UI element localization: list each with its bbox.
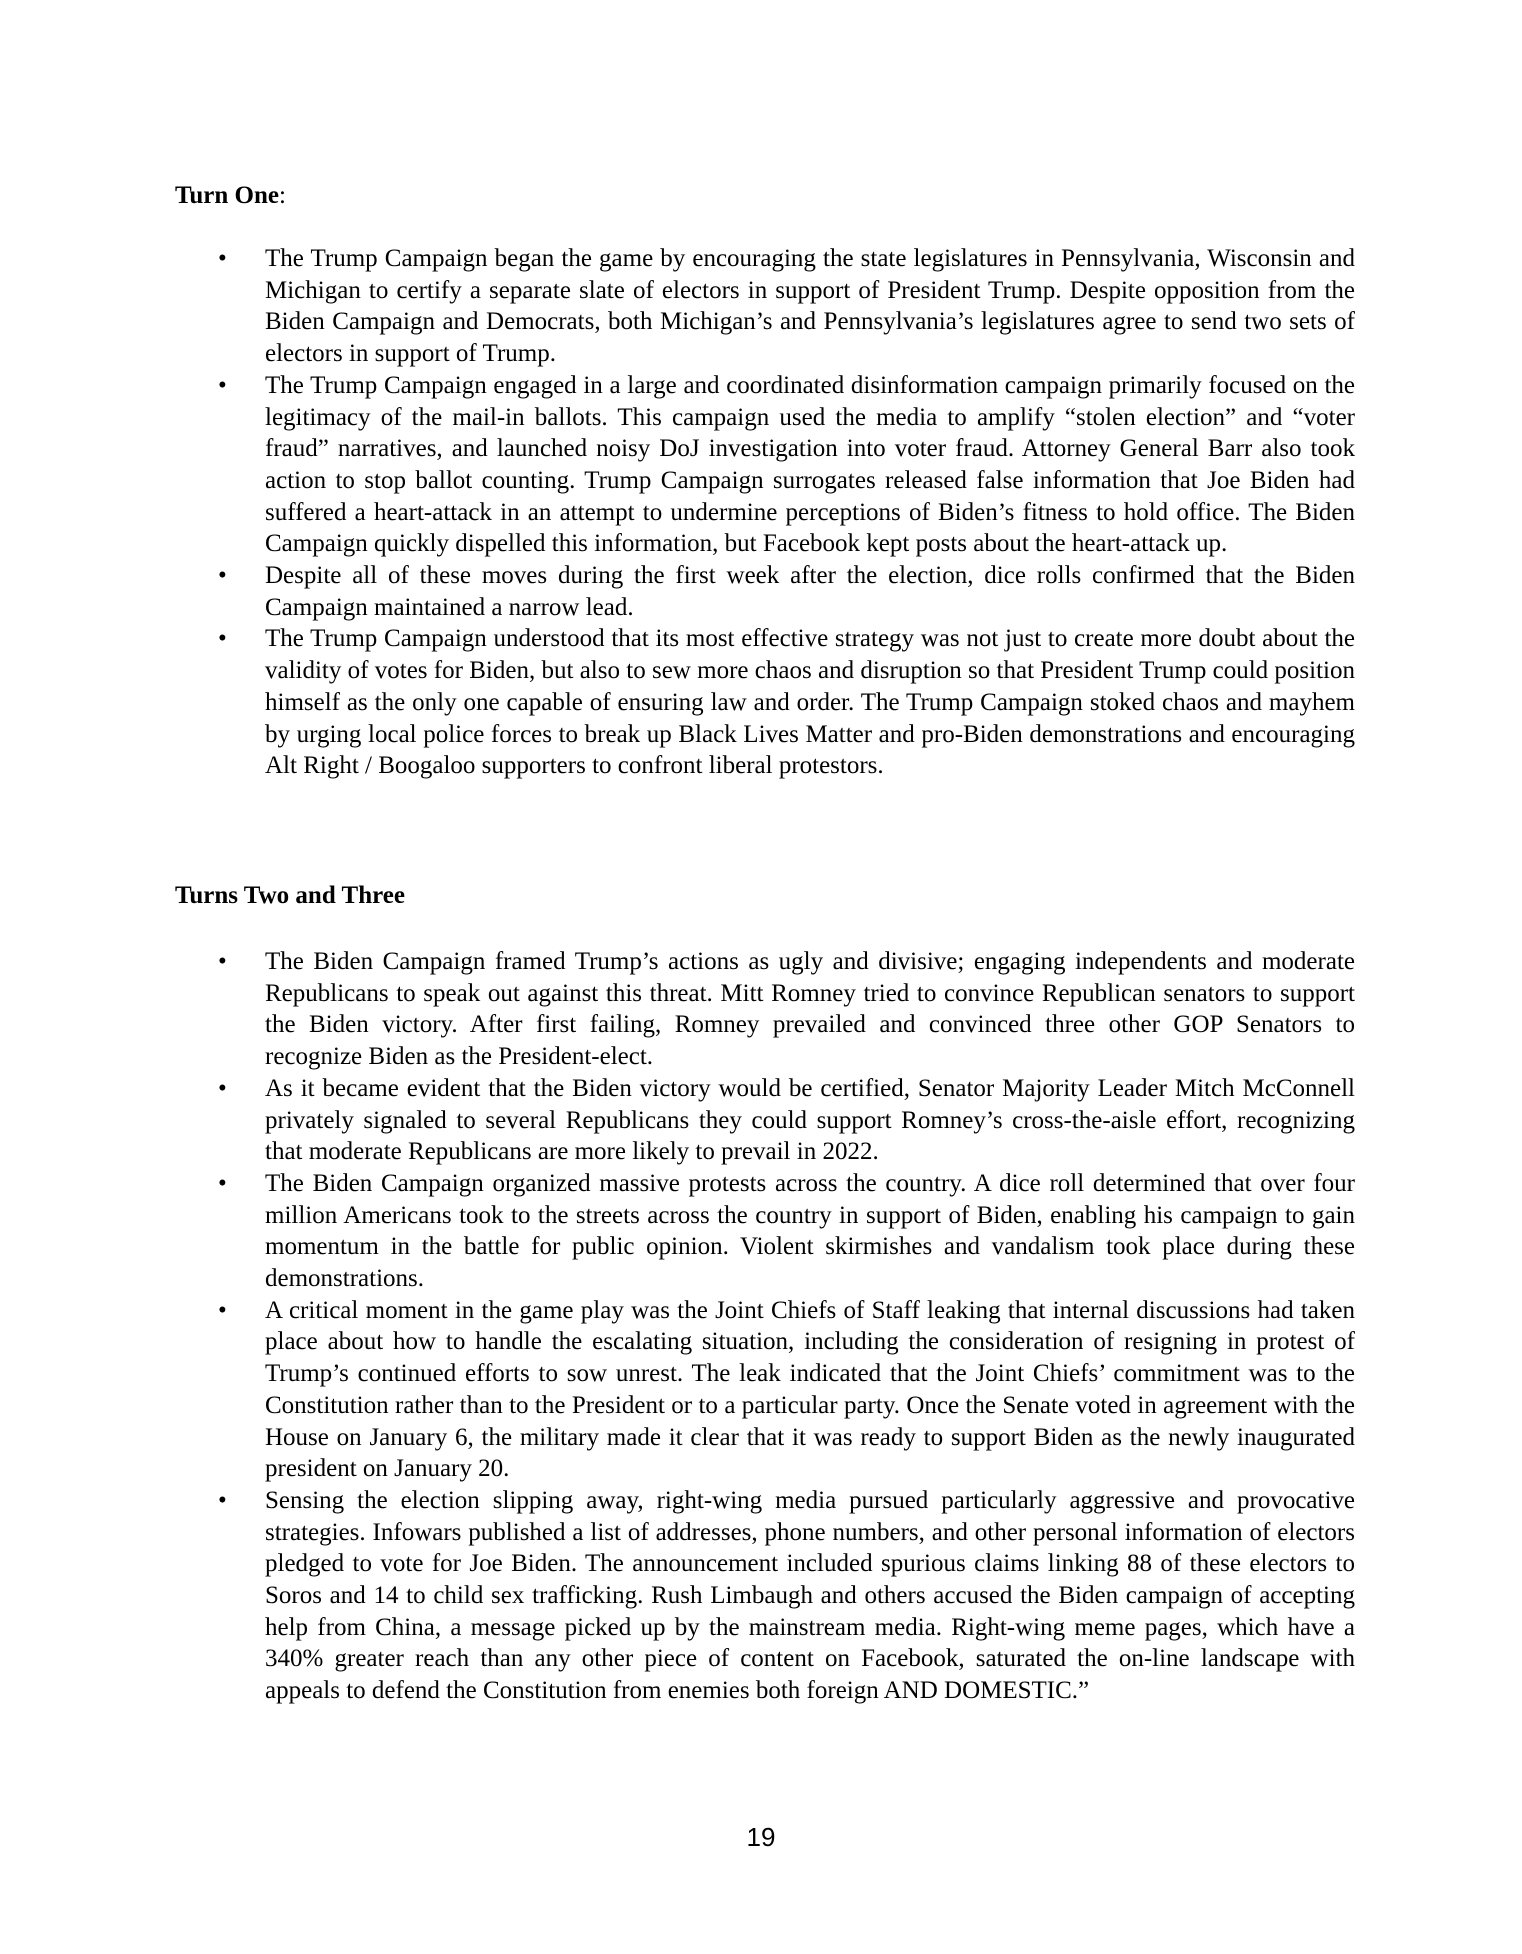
turn-one-bullet-list [0, 243, 1522, 782]
bullet-dot-icon: • [218, 1296, 227, 1324]
bullet-text: Sensing the election slipping away, right-wing media pursued particularly aggressive and provocative strategies. Infowars published a list of addresses, phone numbers, and other personal information of electors pledged to vote for Joe Biden. The announcement included spurious claims linking 88 of these electors to Soros and 14 to child sex trafficking. Rush Limbaugh and others accused the Biden campaign of accepting help from China, a message picked up by the mainstream media. Right-wing meme pages, which have a 340% greater reach than any other piece of content on Facebook, saturated the on-line landscape with appeals to defend the Constitution from enemies both foreign AND DOMESTIC.” [265, 1486, 1355, 1705]
bullet-dot-icon: • [218, 1486, 227, 1514]
section-heading-turn-one [175, 181, 286, 211]
bullet-dot-icon: • [218, 625, 227, 653]
bullet-item [218, 1168, 1355, 1295]
bullet-dot-icon: • [218, 245, 227, 272]
bullet-item [218, 1295, 1355, 1485]
bullet-text: The Trump Campaign understood that its most effective strategy was not just to create more doubt about the validity of votes for Biden, but also to sew more chaos and disruption so that President Trump could position himself as the only one capable of ensuring law and order. The Trump Campaign stoked chaos and mayhem by urging local police forces to break up Black Lives Matter and pro-Biden demonstrations and encouraging Alt Right / Boogaloo supporters to confront liberal protestors. [265, 625, 1355, 780]
bullet-dot-icon: • [218, 562, 227, 590]
heading-text: Turns Two and Three [175, 882, 405, 909]
bullet-item [218, 946, 1355, 1073]
bullet-item [218, 623, 1355, 782]
section-heading-turns-two-and-three [175, 881, 405, 911]
bullet-text: The Biden Campaign organized massive protests across the country. A dice roll determined that over four million Americans took to the streets across the country in support of Biden, enabling his campaign to gain momentum in the battle for public opinion. Violent skirmishes and vandalism took place during these demonstrations. [265, 1169, 1355, 1293]
bullet-item [218, 243, 1355, 370]
page-number: 19 [746, 1822, 776, 1852]
bullet-item [218, 1485, 1355, 1707]
bullet-dot-icon: • [218, 371, 227, 399]
bullet-text: The Biden Campaign framed Trump’s actions as ugly and divisive; engaging independents and moderate Republicans to speak out against this threat. Mitt Romney tried to convince Republican senators to support the Biden victory. After first failing, Romney prevailed and convinced three other GOP Senators to recognize Biden as the President-elect. [265, 948, 1355, 1071]
bullet-text: A critical moment in the game play was the Joint Chiefs of Staff leaking that internal discussions had taken place about how to handle the escalating situation, including the consideration of resigning in protest of Trump’s continued efforts to sow unrest. The leak indicated that the Joint Chiefs’ commitment was to the Constitution rather than to the President or to a particular party. Once the Senate voted in agreement with the House on January 6, the military made it clear that it was ready to support Biden as the newly inaugurated president on January 20. [265, 1296, 1355, 1483]
bullet-item [218, 1073, 1355, 1168]
bullet-text: The Trump Campaign began the game by encouraging the state legislatures in Pennsylvania, Wisconsin and Michigan to certify a separate slate of electors in support of President Trump. Despite opposition from the Biden Campaign and Democrats, both Michigan’s and Pennsylvania’s legislatures agree to send two sets of electors in support of Trump. [265, 245, 1355, 368]
turns-two-three-bullet-list [0, 946, 1522, 1707]
heading-suffix: : [278, 182, 286, 209]
bullet-dot-icon: • [218, 1074, 227, 1102]
bullet-text: As it became evident that the Biden victory would be certified, Senator Majority Leader Mitch McConnell privately signaled to several Republicans they could support Romney’s cross-the-aisle effort, recognizing that moderate Republicans are more likely to prevail in 2022. [265, 1074, 1355, 1166]
bullet-dot-icon: • [218, 948, 227, 975]
bullet-text: The Trump Campaign engaged in a large and coordinated disinformation campaign primarily focused on the legitimacy of the mail-in ballots. This campaign used the media to amplify “stolen election” and “voter fraud” narratives, and launched noisy DoJ investigation into voter fraud. Attorney General Barr also took action to stop ballot counting. Trump Campaign surrogates released false information that Joe Biden had suffered a heart-attack in an attempt to undermine perceptions of Biden’s fitness to hold office. The Biden Campaign quickly dispelled this information, but Facebook kept posts about the heart-attack up. [265, 371, 1355, 558]
bullet-item [218, 560, 1355, 623]
heading-text: Turn One [175, 182, 279, 209]
bullet-dot-icon: • [218, 1169, 227, 1197]
bullet-item [218, 370, 1355, 560]
bullet-text: Despite all of these moves during the first week after the election, dice rolls confirmed that the Biden Campaign maintained a narrow lead. [265, 562, 1355, 621]
